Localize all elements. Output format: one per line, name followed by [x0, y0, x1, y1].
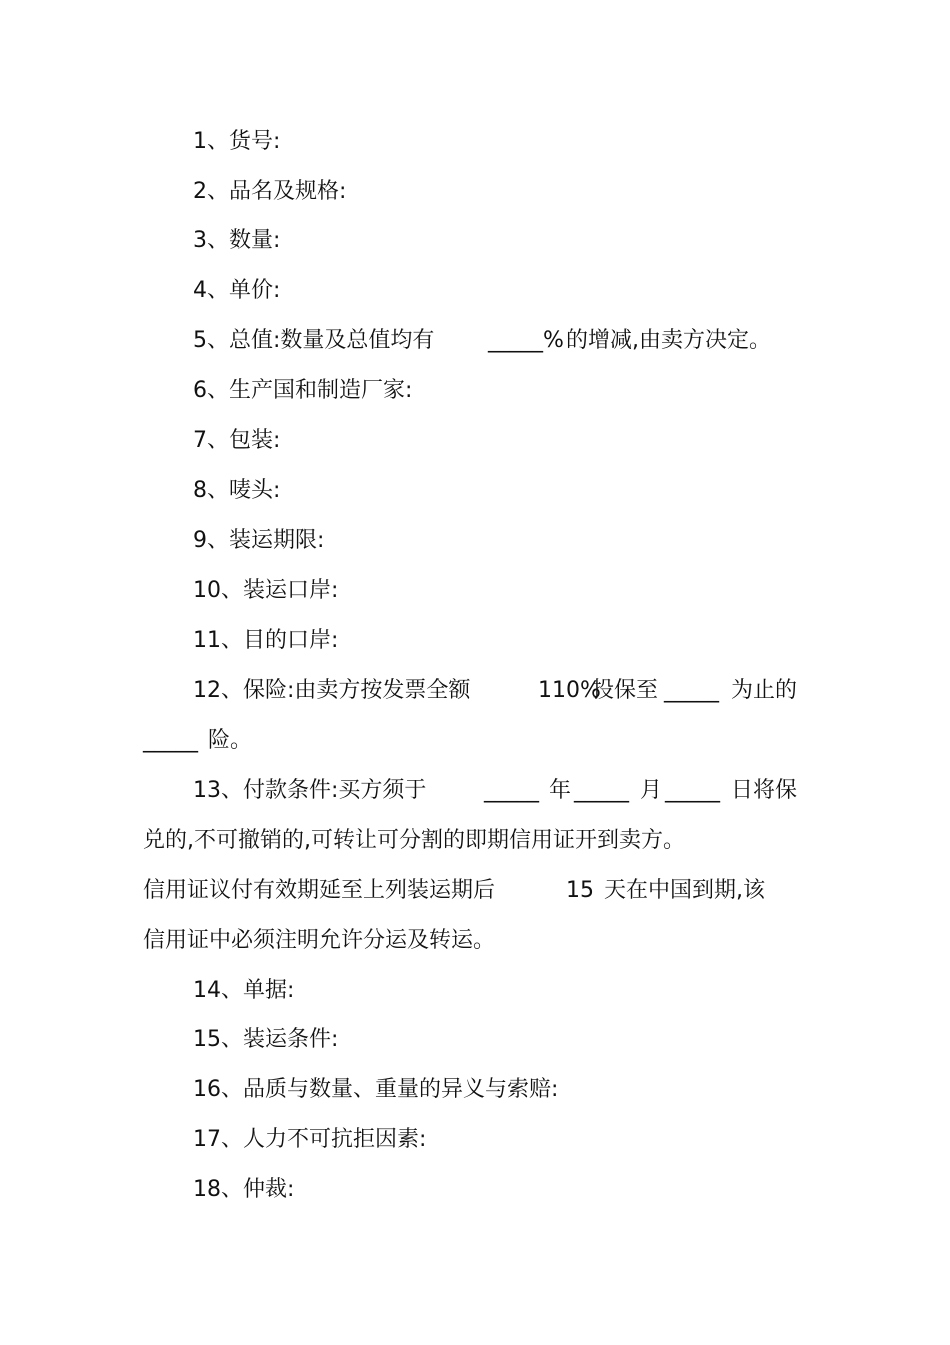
item-5-label: 5、总值:数量及总值均有 [193, 328, 435, 353]
item-14-text: 14、单据: [193, 978, 295, 1003]
item-15-text: 15、装运条件: [193, 1027, 339, 1052]
item-5-rest: 的增减,由卖方决定。 [566, 328, 771, 353]
item-13-line-3b: 天在中国到期,该 [604, 878, 765, 903]
item-5-blank: _____% [488, 328, 564, 353]
item-13-blank-month: _____ [574, 778, 629, 803]
item-18-text: 18、仲裁: [193, 1177, 295, 1202]
item-12-percent: 110% [538, 678, 601, 703]
item-7-text: 7、包装: [193, 428, 281, 453]
item-16-text: 16、品质与数量、重量的异义与索赔: [193, 1077, 559, 1102]
item-12-blank-2: _____ [143, 728, 198, 753]
item-13-line-2-text: 兑的,不可撤销的,可转让可分割的即期信用证开到卖方。 [143, 828, 685, 853]
item-13-days: 15 [566, 878, 594, 903]
item-17-text: 17、人力不可抗拒因素: [193, 1127, 427, 1152]
item-9-text: 9、装运期限: [193, 528, 325, 553]
item-13-month: 月 [640, 778, 663, 803]
item-12-blank-1: _____ [664, 678, 719, 703]
item-13-line-4-text: 信用证中必须注明允许分运及转运。 [143, 928, 496, 953]
item-13-year: 年 [549, 778, 572, 803]
item-12-mid: 投保至 [592, 678, 659, 703]
item-8-text: 8、唛头: [193, 478, 281, 503]
item-4-text: 4、单价: [193, 278, 281, 303]
item-13-blank-year: _____ [484, 778, 539, 803]
item-6-text: 6、生产国和制造厂家: [193, 378, 413, 403]
item-2-text: 2、品名及规格: [193, 179, 347, 204]
item-11-text: 11、目的口岸: [193, 628, 339, 653]
item-1-text: 1、货号: [193, 129, 281, 154]
item-10-text: 10、装运口岸: [193, 578, 339, 603]
item-13-blank-day: _____ [665, 778, 720, 803]
item-13-label: 13、付款条件:买方须于 [193, 778, 427, 803]
item-12-end: 险。 [208, 728, 253, 753]
item-13-line-3a: 信用证议付有效期延至上列装运期后 [143, 878, 496, 903]
item-3-text: 3、数量: [193, 228, 281, 253]
item-13-day: 日将保 [731, 778, 798, 803]
item-12-label: 12、保险:由卖方按发票全额 [193, 678, 471, 703]
item-12-tail: 为止的 [731, 678, 798, 703]
